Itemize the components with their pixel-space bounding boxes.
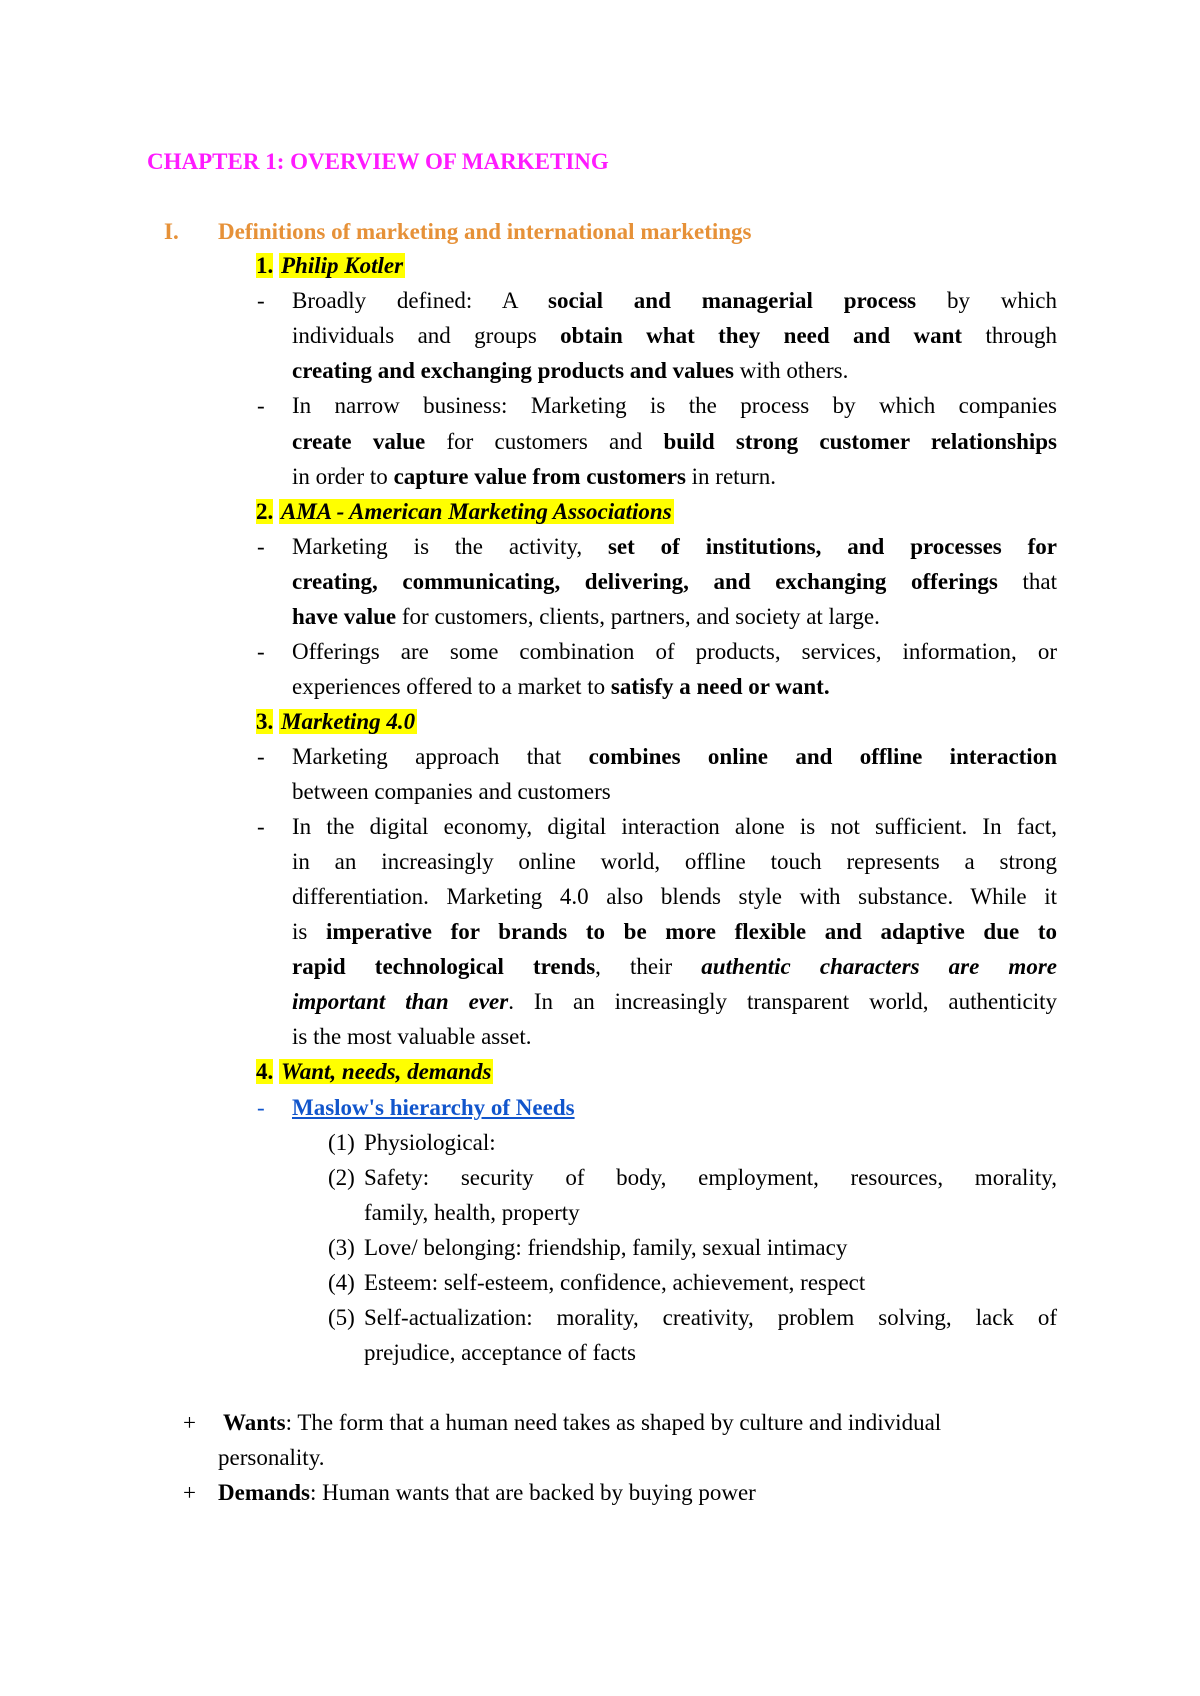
plus-bullet: + (183, 1480, 196, 1505)
need-text: Safety: security of body, employment, resources, morality, (364, 1165, 1057, 1190)
item-number: 4. (256, 1059, 274, 1084)
item-number: 3. (256, 709, 274, 734)
paragraph-line: In the digital economy, digital interaction alone is not sufficient. In fact, (292, 814, 1057, 839)
item-heading-3 (256, 704, 417, 739)
item-number: 2. (256, 499, 274, 524)
item-heading-2 (256, 494, 674, 529)
paragraph-line: is imperative for brands to be more flexible and adaptive due to (292, 919, 1058, 944)
paragraph-line: create value for customers and build strong customer relationships (292, 429, 1057, 454)
bullet-dash: - (257, 393, 265, 418)
need-text: prejudice, acceptance of facts (364, 1340, 636, 1365)
paragraph-line: between companies and customers (292, 779, 611, 804)
paragraph-line: In narrow business: Marketing is the process by which companies (292, 393, 1057, 418)
need-number: (2) (328, 1165, 355, 1190)
item-heading-1 (256, 248, 405, 283)
paragraph-line: Broadly defined: A social and managerial process by which (292, 288, 1057, 313)
need-text: Self-actualization: morality, creativity, problem solving, lack of (364, 1305, 1057, 1330)
term-line: Wants: The form that a human need takes as shaped by culture and individual (223, 1410, 942, 1435)
paragraph-line: is the most valuable asset. (292, 1024, 532, 1049)
paragraph-line: creating and exchanging products and values with others. (292, 358, 849, 383)
paragraph-line: Offerings are some combination of products, services, information, or (292, 639, 1057, 664)
bullet-dash: - (257, 814, 265, 839)
term-line: personality. (218, 1445, 325, 1470)
bullet-dash: - (257, 1095, 265, 1120)
need-number: (4) (328, 1270, 355, 1295)
bullet-dash: - (257, 534, 265, 559)
paragraph-line: differentiation. Marketing 4.0 also blends style with substance. While it (292, 884, 1057, 909)
item-heading-4 (256, 1054, 493, 1089)
bullet-dash: - (257, 288, 265, 313)
paragraph-line: creating, communicating, delivering, and exchanging offerings that (292, 569, 1057, 594)
paragraph-line: Marketing approach that combines online and offline interaction (292, 744, 1057, 769)
bullet-dash: - (257, 639, 265, 664)
section-numeral: I. (164, 219, 179, 244)
paragraph-line: Marketing is the activity, set of institutions, and processes for (292, 534, 1057, 559)
item-heading-text: Marketing 4.0 (281, 709, 416, 734)
need-number: (3) (328, 1235, 355, 1260)
term-line: Demands: Human wants that are backed by buying power (218, 1480, 756, 1505)
item-heading-text: AMA - American Marketing Associations (281, 499, 672, 524)
paragraph-line: individuals and groups obtain what they need and want through (292, 323, 1057, 348)
need-text: Physiological: (364, 1130, 496, 1155)
paragraph-line: in an increasingly online world, offline touch represents a strong (292, 849, 1057, 874)
paragraph-line: rapid technological trends, their authentic characters are more (292, 954, 1057, 979)
section-title: Definitions of marketing and international marketings (218, 219, 752, 244)
paragraph-line: experiences offered to a market to satisfy a need or want. (292, 674, 830, 699)
need-number: (1) (328, 1130, 355, 1155)
paragraph-line: have value for customers, clients, partners, and society at large. (292, 604, 880, 629)
need-number: (5) (328, 1305, 355, 1330)
need-text: Esteem: self-esteem, confidence, achievement, respect (364, 1270, 866, 1295)
maslow-link[interactable]: Maslow's hierarchy of Needs (292, 1095, 575, 1120)
bullet-dash: - (257, 744, 265, 769)
paragraph-line: in order to capture value from customers in return. (292, 464, 776, 489)
item-number: 1. (256, 253, 274, 278)
plus-bullet: + (183, 1410, 196, 1435)
need-text: Love/ belonging: friendship, family, sexual intimacy (364, 1235, 848, 1260)
need-text: family, health, property (364, 1200, 580, 1225)
item-heading-text: Philip Kotler (281, 253, 404, 278)
paragraph-line: important than ever. In an increasingly transparent world, authenticity (292, 989, 1057, 1014)
item-heading-text: Want, needs, demands (281, 1059, 492, 1084)
chapter-title: CHAPTER 1: OVERVIEW OF MARKETING (147, 149, 609, 174)
